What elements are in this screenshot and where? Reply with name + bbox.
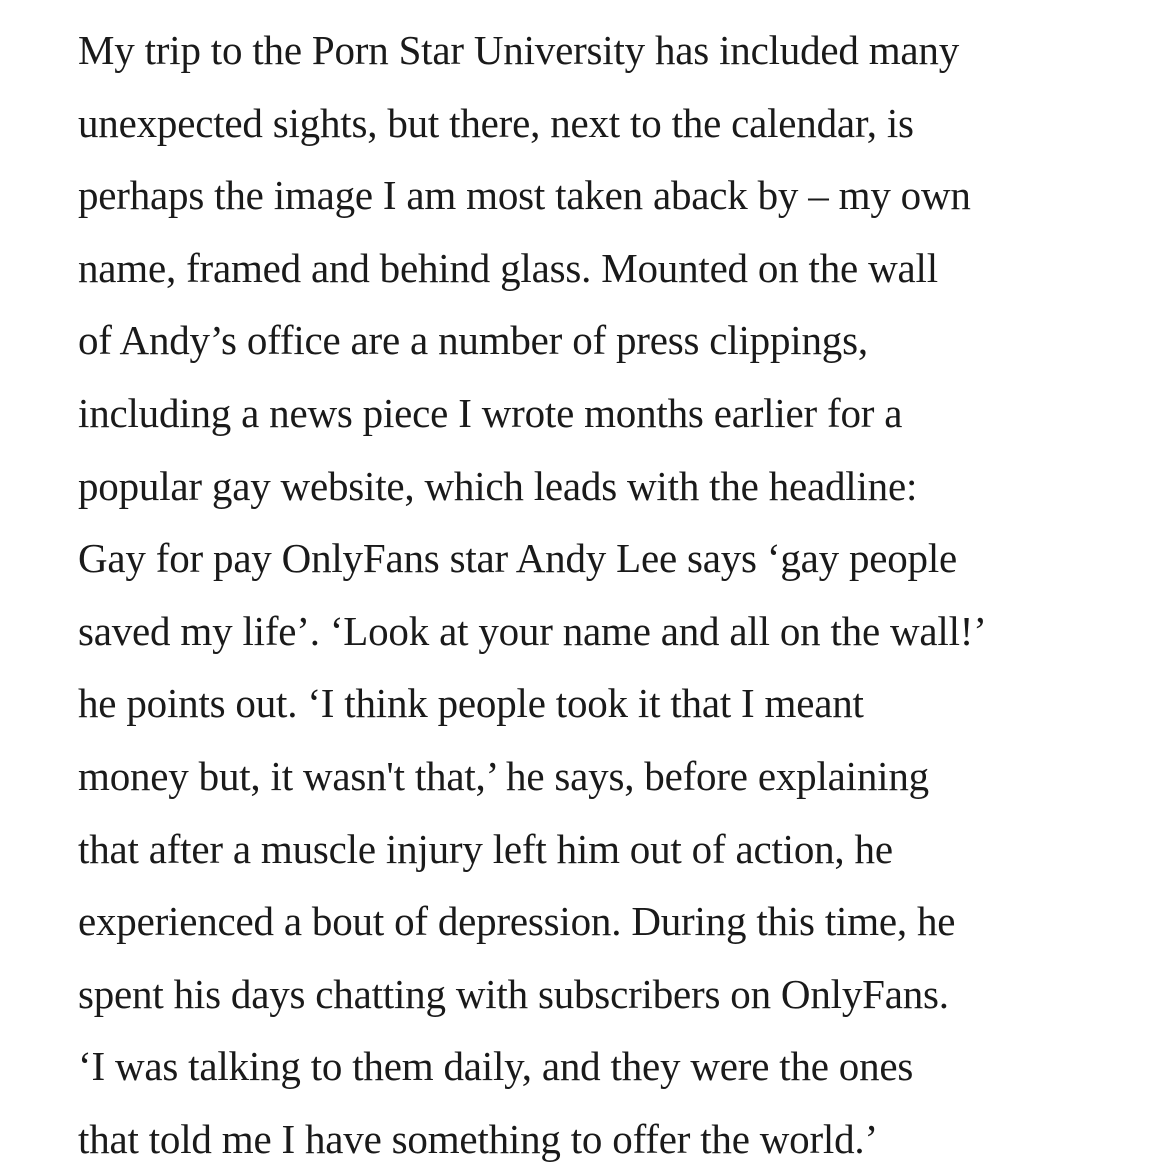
text-line-14: spent his days chatting with subscribers on OnlyFans. xyxy=(78,970,949,1017)
article-paragraph xyxy=(78,14,1148,1176)
text-line-5: of Andy’s office are a number of press clippings, xyxy=(78,317,868,364)
text-line-12: that after a muscle injury left him out of action, he xyxy=(78,825,893,872)
text-line-8: Gay for pay OnlyFans star Andy Lee says ‘gay people xyxy=(78,535,958,582)
text-line-16: that told me I have something to offer the world.’ xyxy=(78,1115,878,1162)
text-line-1: My trip to the Porn Star University has included many xyxy=(78,27,960,73)
text-line-10: he points out. ‘I think people took it that I meant xyxy=(78,680,864,727)
text-line-2: unexpected sights, but there, next to the calendar, is xyxy=(78,99,914,146)
text-line-7: popular gay website, which leads with the headline: xyxy=(78,462,918,509)
text-line-6: including a news piece I wrote months earlier for a xyxy=(78,389,903,436)
text-line-15: ‘I was talking to them daily, and they were the ones xyxy=(78,1043,914,1090)
text-line-4: name, framed and behind glass. Mounted on the wall xyxy=(78,244,938,291)
text-line-3: perhaps the image I am most taken aback by – my own xyxy=(78,172,971,219)
text-line-9: saved my life’. ‘Look at your name and all on the wall!’ xyxy=(78,607,987,654)
text-line-13: experienced a bout of depression. During this time, he xyxy=(78,898,956,945)
text-line-11: money but, it wasn't that,’ he says, before explaining xyxy=(78,752,929,799)
